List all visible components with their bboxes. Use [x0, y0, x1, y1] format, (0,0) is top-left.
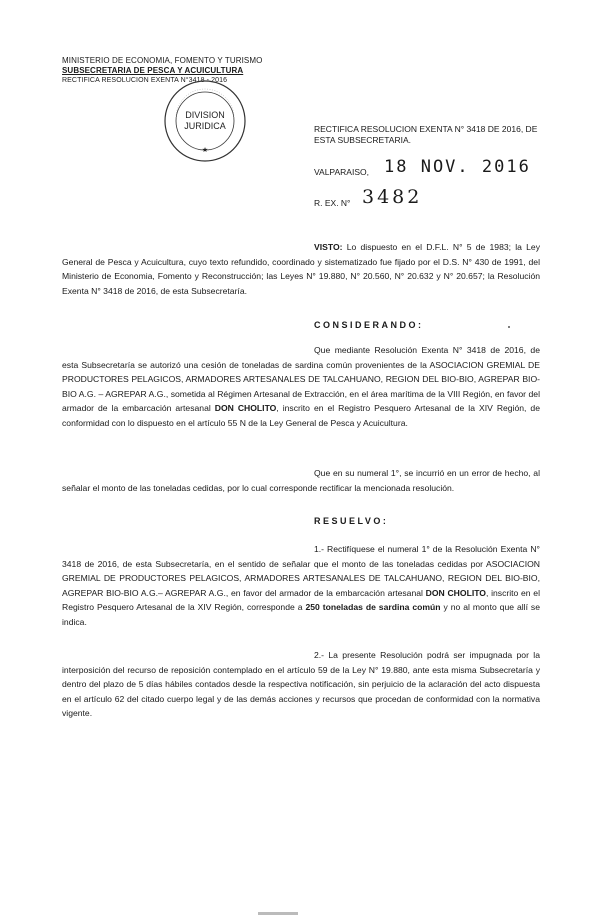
rex-label: R. EX. N° — [314, 198, 351, 208]
visto-paragraph — [62, 240, 540, 298]
visto-text: Lo dispuesto en el D.F.L. N° 5 de 1983; la Ley General de Pesca y Acuicultura, cuyo texto refundido, coordinado y sistematizado fue fijado por el D.S. N° 430 de 1991, del Ministerio de Economia, Fomento y Reconstrucción; las Leyes N° 19.880, N° 20.560, N° 20.632 y N° 20.657; la Resolución Exenta N° 3418 de 2016, de esta Subsecretaría. — [62, 242, 541, 296]
boat-name: DON CHOLITO — [214, 403, 277, 414]
place-label: VALPARAISO, — [314, 167, 369, 177]
resuelvo-heading: RESUELVO: — [314, 516, 389, 526]
subsecretaria-name: SUBSECRETARIA DE PESCA Y ACUICULTURA — [62, 66, 244, 75]
date-stamp: 18 NOV. 2016 — [384, 157, 531, 177]
speck — [508, 326, 510, 328]
division-juridica-stamp — [162, 78, 248, 164]
resuelvo-item-2: 2.- La presente Resolución podrá ser impugnada por la interposición del recurso de reposición contemplado en el artículo 59 de la Ley N° 19.880, ante esta misma Subsecretaría y dentro del plazo de 5 días hábiles contados desde la respectiva notificación, sin perjuicio de la aclaración del acto dispuesta en el artículo 62 del citado cuerpo legal y de las demás acciones y recursos que procedan de conformidad con la normativa vigente. — [62, 650, 540, 719]
stamp-star-icon: ★ — [201, 147, 209, 154]
boat-name: DON CHOLITO — [425, 587, 486, 598]
resolution-reference: RECTIFICA RESOLUCION EXENTA N° 3418 DE 2016, DE ESTA SUBSECRETARIA. — [314, 124, 538, 145]
resuelvo-item-1: 1.- Rectifíquese el numeral 1° de la Resolución Exenta N° 3418 de 2016, de esta Subsecretaría, en el sentido de señalar que el monto de las toneladas cedidas por ASOCIACION GREMIAL DE PRODUCTORES PELAGICOS, ARMADORES ARTESANALES DE TALCAHUANO, REGION DEL BIO-BIO, AGREPAR BIO-BIO A.G.– AGREPAR A.G., en favor del armador de la embarcación artesanal DON CHOLITO, inscrito en el Registro Pesquero Artesanal de la XIV Región, corresponde a 250 toneladas de sardina común y no al monto que allí se indica. — [62, 544, 540, 627]
stamp-line-1: DIVISION — [185, 110, 225, 120]
stamp-line-2: JURIDICA — [184, 121, 226, 131]
reference-code: RECTIFICA RESOLUCION EXENTA N°3418 - 2016 — [62, 77, 228, 84]
considerando-heading: CONSIDERANDO: — [314, 320, 424, 330]
tonnage-amount: 250 toneladas de sardina común — [305, 602, 441, 613]
page-footer-mark — [258, 912, 298, 915]
rex-number: 3482 — [362, 186, 423, 208]
considerando-paragraph-2: Que en su numeral 1°, se incurrió en un error de hecho, al señalar el monto de las toneladas cedidas, por lo cual corresponde rectificar la mencionada resolución. — [62, 468, 540, 493]
visto-label: VISTO: — [314, 242, 343, 252]
ministry-name: MINISTERIO DE ECONOMIA, FOMENTO Y TURISMO — [62, 56, 263, 65]
considerando-paragraph-1: Que mediante Resolución Exenta N° 3418 de 2016, de esta Subsecretaría se autorizó una cesión de toneladas de sardina común provenientes de la ASOCIACION GREMIAL DE PRODUCTORES PELAGICOS, ARMADORES ARTESANALES DE TALCAHUANO, REGION DEL BIO-BIO, AGREPAR BIO-BIO A.G. – AGREPAR A.G., sometida al Régimen Artesanal de Extracción, en el área marítima de la VIII Región, en favor del armador de la embarcación artesanal DON CHOLITO, inscrito en el Registro Pesquero Artesanal de la XIV Región, de conformidad con lo dispuesto en el artículo 55 N de la Ley General de Pesca y Acuicultura. — [62, 345, 540, 428]
